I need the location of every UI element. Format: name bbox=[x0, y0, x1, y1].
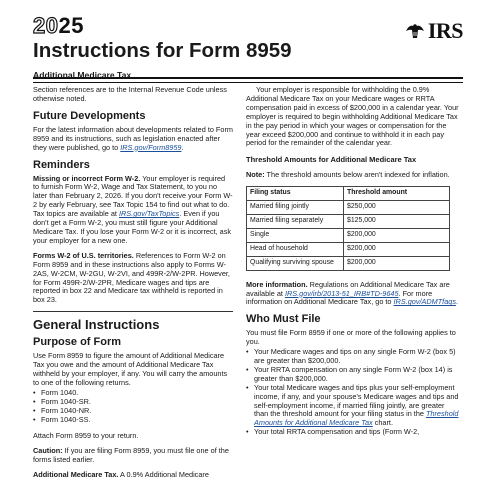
threshold-chart-link[interactable]: Threshold Amounts for Additional Medicare Tax bbox=[254, 409, 459, 428]
purpose-text: Use Form 8959 to figure the amount of Additional Medicare Tax you owe and the amount of Additional Medicare Tax withheld by your employer, if any. You will carry the amounts to one of the following returns. bbox=[33, 351, 228, 387]
irs-logo-text: IRS bbox=[427, 18, 463, 43]
table-header-row bbox=[247, 187, 450, 201]
attach-text: Attach Form 8959 to your return. bbox=[33, 431, 139, 441]
employer-paragraph: Your employer is responsible for withholding the 0.9% Additional Medicare Tax on your Medicare wages or RRTA compensation paid in excess of $200,000 in a calendar year. Your employer is required to begin withholding Additional Medicare Tax in the pay period in which your wages or compensation for the year exceed $200,000 and continue to withhold it in each pay period for the remainder of the calendar year. bbox=[246, 85, 459, 148]
table-row bbox=[247, 242, 450, 256]
table-header-cell: Filing status bbox=[247, 187, 344, 201]
subtitle-rule bbox=[33, 82, 463, 83]
table-cell: $250,000 bbox=[344, 201, 450, 215]
territories-paragraph: Forms W-2 of U.S. territories. References to Form W-2 on Form 8959 and in these instructions also apply to Forms W-2AS, W-2CM, W-2GU, W-2VI, and 499R-2/W-2PR. However, for Form 499R-2/W-2PR, Medicare wages and tips are reported in box 22 and Medicare tax withheld is reported in box 23. bbox=[33, 250, 230, 305]
threshold-note: Note: The threshold amounts below aren't indexed for inflation. bbox=[246, 170, 450, 180]
section-divider bbox=[33, 311, 233, 312]
page-subtitle: Additional Medicare Tax bbox=[33, 70, 132, 80]
admt-faqs-link[interactable]: IRS.gov/ADMTfaqs bbox=[393, 297, 456, 307]
irb-link[interactable]: IRS.gov/irb/2013-51_IRB#TD-9645 bbox=[284, 288, 399, 298]
returns-list bbox=[33, 389, 233, 425]
table-row bbox=[247, 256, 450, 270]
threshold-heading: Threshold Amounts for Additional Medicare Tax bbox=[246, 155, 417, 165]
list-item: • Your RRTA compensation on any single Form W-2 (box 14) is greater than $200,000. bbox=[246, 366, 460, 384]
who-must-file-list bbox=[246, 348, 460, 437]
table-cell: $125,000 bbox=[344, 214, 450, 228]
tax-topics-link[interactable]: IRS.gov/TaxTopics bbox=[119, 209, 180, 219]
table-cell: Head of household bbox=[247, 242, 344, 256]
purpose-heading: Purpose of Form bbox=[33, 336, 122, 349]
table-cell: $200,000 bbox=[344, 256, 450, 270]
list-item: • Your Medicare wages and tips on any single Form W-2 (box 5) are greater than $200,000. bbox=[246, 348, 460, 366]
right-column bbox=[246, 86, 460, 443]
table-cell: Married filing separately bbox=[247, 214, 344, 228]
intro-text: Section references are to the Internal Revenue Code unless otherwise noted. bbox=[33, 85, 227, 103]
page-title: Instructions for Form 8959 bbox=[33, 39, 292, 62]
general-instructions-heading: General Instructions bbox=[33, 317, 160, 333]
list-item: • Form 1040-NR. bbox=[33, 407, 233, 416]
threshold-table bbox=[246, 186, 450, 270]
left-column bbox=[33, 86, 233, 480]
table-cell: Single bbox=[247, 228, 344, 242]
list-item: • Form 1040-SS. bbox=[33, 416, 233, 425]
table-cell: $200,000 bbox=[344, 242, 450, 256]
table-cell: Qualifying surviving spouse bbox=[247, 256, 344, 270]
future-developments-heading: Future Developments bbox=[33, 109, 146, 122]
list-item: • Your total RRTA compensation and tips (Form W-2, bbox=[246, 428, 460, 437]
table-row bbox=[247, 214, 450, 228]
reminders-heading: Reminders bbox=[33, 158, 90, 171]
future-developments-text: For the latest information about developments related to Form 8959 and its instructions, such as legislation enacted after they were published, go to IRS.gov/Form8959. bbox=[33, 124, 233, 152]
table-row bbox=[247, 201, 450, 215]
table-header-cell: Threshold amount bbox=[344, 187, 450, 201]
list-item: • Your total Medicare wages and tips plus your self-employment income, if any, and your spouse's Medicare wages and tips and self-employment income, if married filing jointly, are greater than the threshold amount for your filing status in the Threshold Amounts for Additional Medicare Tax chart. bbox=[246, 384, 460, 429]
who-must-file-text: You must file Form 8959 if one or more of the following applies to you. bbox=[246, 328, 456, 347]
table-row bbox=[247, 228, 450, 242]
irs-logo bbox=[404, 18, 463, 44]
form8959-link[interactable]: IRS.gov/Form8959 bbox=[120, 142, 182, 152]
caution-paragraph: Caution: If you are filing Form 8959, you must file one of the forms listed earlier. bbox=[33, 446, 229, 465]
list-item: • Form 1040. bbox=[33, 389, 233, 398]
table-cell: Married filing jointly bbox=[247, 201, 344, 215]
who-must-file-heading: Who Must File bbox=[246, 313, 321, 326]
more-info-paragraph: More information. Regulations on Additional Medicare Tax are available at IRS.gov/irb/2013-51_IRB#TD-9645. For more information on Additional Medicare Tax, go to IRS.gov/ADMTfaqs. bbox=[246, 279, 458, 307]
list-item: • Form 1040-SR. bbox=[33, 398, 233, 407]
table-cell: $200,000 bbox=[344, 228, 450, 242]
missing-w2-paragraph: Missing or incorrect Form W-2. Your employer is required to furnish Form W-2, Wage and Tax Statement, to you no later than February 2, 2026. If you don't receive your Form W-2 by early February, see Tax Topic 154 to find out what to do. Tax topics are available at IRS.gov/TaxTopics. Even if you don't get a Form W-2, you must still figure your Additional Medicare Tax. If you lose your Form W-2 or it is incorrect, ask your employer for a new one. bbox=[33, 173, 233, 245]
form-year: 2025 bbox=[33, 13, 84, 38]
irs-eagle-icon bbox=[404, 21, 426, 41]
amt-paragraph: Additional Medicare Tax. A 0.9% Additional Medicare bbox=[33, 470, 209, 480]
